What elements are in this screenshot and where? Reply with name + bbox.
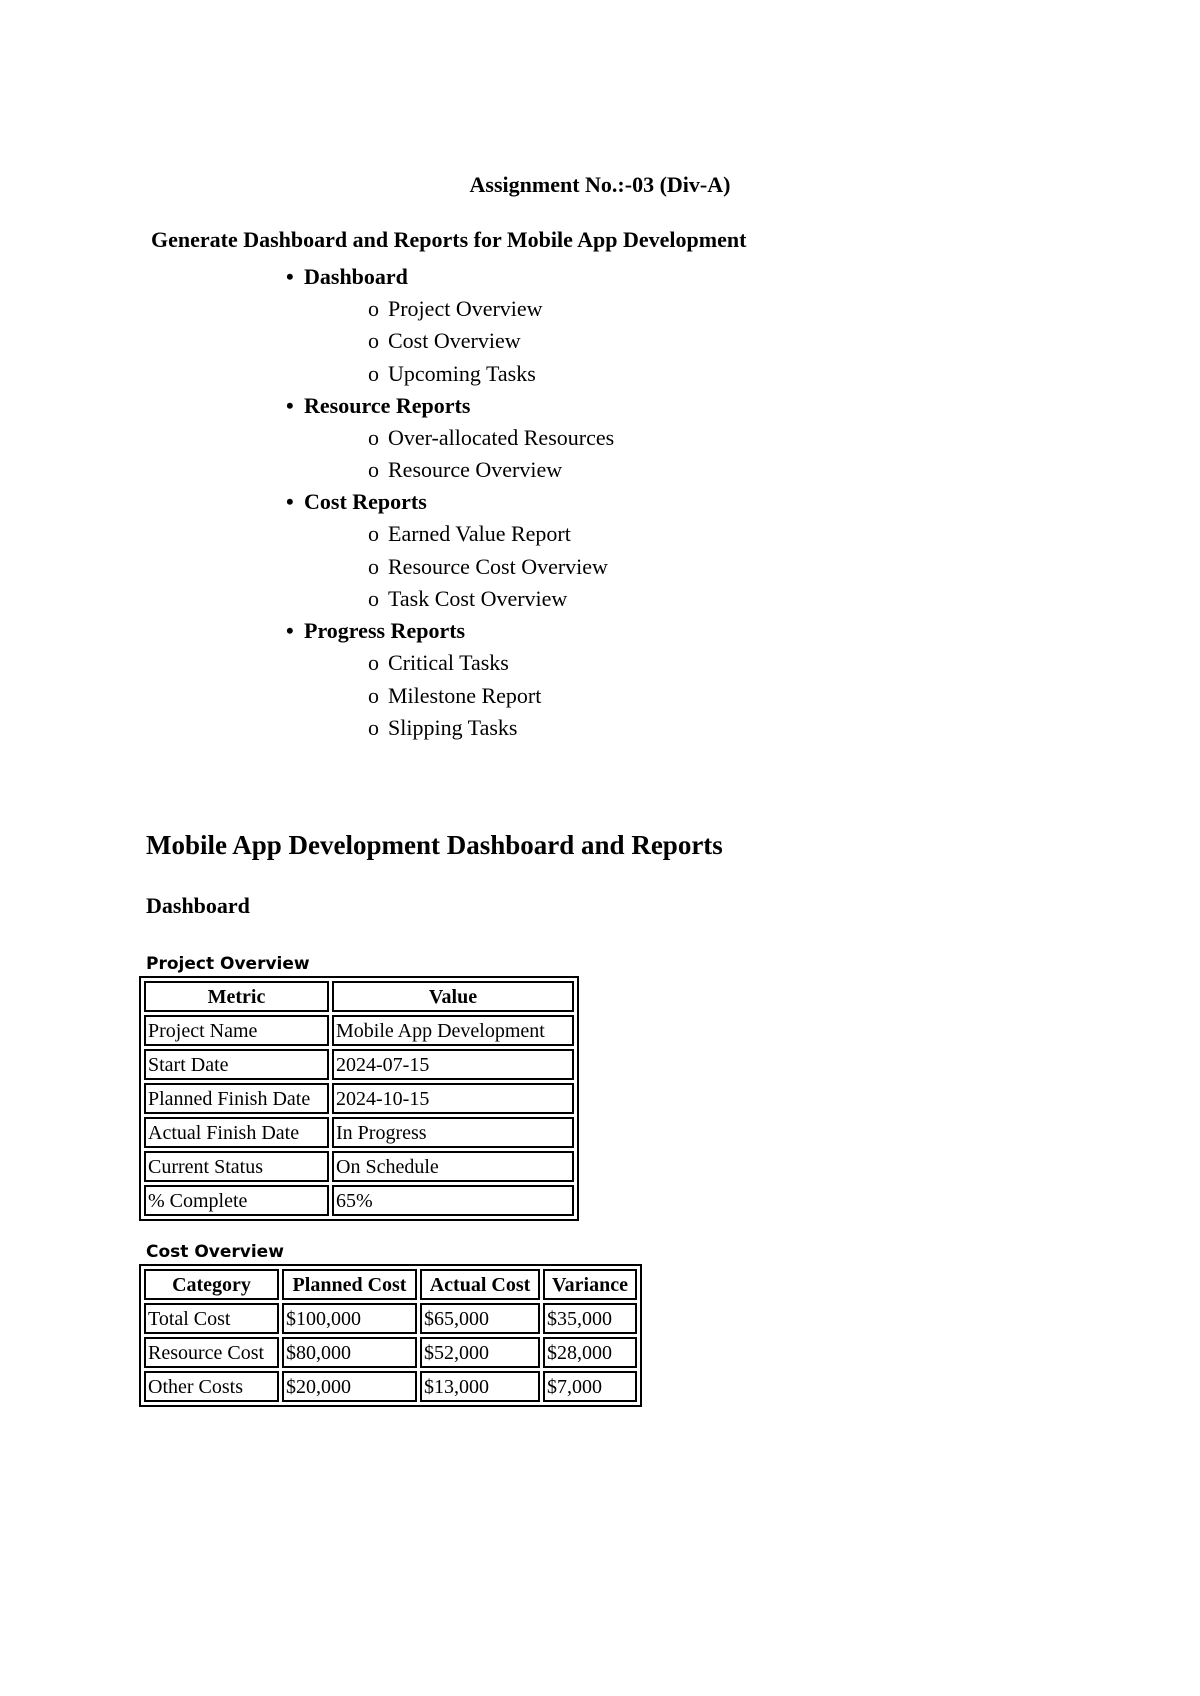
outline-heading-label: Resource Reports <box>304 392 471 418</box>
table-row <box>144 1083 574 1114</box>
table-cell: Total Cost <box>144 1303 279 1334</box>
outline-heading <box>286 486 614 518</box>
table-row <box>144 1337 637 1368</box>
outline-heading-label: Progress Reports <box>304 618 466 644</box>
outline-subitem <box>286 325 614 357</box>
assignment-title: Assignment No.:-03 (Div-A) <box>469 172 731 197</box>
outline-subitem <box>286 358 614 390</box>
outline-subitem <box>286 518 614 550</box>
table-cell: 65% <box>332 1185 574 1216</box>
outline-subitem <box>286 551 614 583</box>
table-cell: Actual Finish Date <box>144 1117 329 1148</box>
table-row <box>144 1049 574 1080</box>
table-cell: $28,000 <box>543 1337 637 1368</box>
sub-bullet-icon: o <box>368 360 379 386</box>
outline-subitem <box>286 712 614 744</box>
outline-sublist <box>286 422 614 487</box>
outline-subitem-label: Project Overview <box>388 296 543 321</box>
table-cell: 2024-07-15 <box>332 1049 574 1080</box>
table-cell: 2024-10-15 <box>332 1083 574 1114</box>
outline-subitem <box>286 454 614 486</box>
outline-subitem <box>286 583 614 615</box>
column-header: Actual Cost <box>420 1269 540 1300</box>
outline-subitem <box>286 647 614 679</box>
outline-subitem-label: Milestone Report <box>388 682 542 708</box>
outline-subitem-label: Cost Overview <box>388 328 521 354</box>
outline-sublist <box>286 518 614 615</box>
table-row <box>144 1151 574 1182</box>
cost-overview-table <box>139 1264 642 1407</box>
table-cell: Current Status <box>144 1151 329 1182</box>
sub-bullet-icon: o <box>368 521 379 547</box>
table-row <box>144 1185 574 1216</box>
sub-bullet-icon: o <box>368 682 379 708</box>
outline-subitem-label: Resource Cost Overview <box>388 553 608 579</box>
outline-section <box>286 615 614 744</box>
outline-subitem-label: Critical Tasks <box>388 650 509 676</box>
outline-subitem <box>286 422 614 454</box>
outline-subitem-label: Resource Overview <box>388 457 563 483</box>
table-row <box>144 1303 637 1334</box>
outline-subitem <box>286 293 614 325</box>
outline-section <box>286 486 614 615</box>
table-cell: Planned Finish Date <box>144 1083 329 1114</box>
bullet-icon: • <box>286 618 294 644</box>
sub-bullet-icon: o <box>368 650 379 676</box>
outline-heading-label: Cost Reports <box>304 489 427 515</box>
project-overview-caption: Project Overview <box>146 954 310 974</box>
table-cell: $65,000 <box>420 1303 540 1334</box>
outline-subitem-label: Slipping Tasks <box>388 714 518 740</box>
table-header-row <box>144 1269 637 1300</box>
column-header: Value <box>332 981 574 1012</box>
outline-sublist <box>286 647 614 744</box>
table-cell: Other Costs <box>144 1371 279 1402</box>
table-cell: % Complete <box>144 1185 329 1216</box>
bullet-icon: • <box>286 489 294 515</box>
table-cell: $7,000 <box>543 1371 637 1402</box>
outline-subitem-label: Over-allocated Resources <box>388 424 615 450</box>
table-cell: On Schedule <box>332 1151 574 1182</box>
table-cell: $100,000 <box>282 1303 417 1334</box>
outline-heading <box>286 615 614 647</box>
sub-bullet-icon: o <box>368 714 379 740</box>
sub-bullet-icon: o <box>368 457 379 483</box>
outline-subitem <box>286 680 614 712</box>
table-cell: Start Date <box>144 1049 329 1080</box>
sub-bullet-icon: o <box>368 296 379 321</box>
cost-overview-caption: Cost Overview <box>146 1242 284 1262</box>
sub-bullet-icon: o <box>368 553 379 579</box>
dashboard-heading: Dashboard <box>146 893 250 918</box>
table-header-row <box>144 981 574 1012</box>
sub-bullet-icon: o <box>368 328 379 354</box>
outline-heading <box>286 261 614 293</box>
outline-subitem-label: Task Cost Overview <box>388 586 568 612</box>
table-row <box>144 1371 637 1402</box>
project-overview-table <box>139 976 579 1221</box>
column-header: Category <box>144 1269 279 1300</box>
bullet-icon: • <box>286 392 294 418</box>
bullet-icon: • <box>286 264 294 289</box>
table-row <box>144 1015 574 1046</box>
outline-heading-label: Dashboard <box>304 264 408 289</box>
outline-section <box>286 261 614 390</box>
table-cell: $52,000 <box>420 1337 540 1368</box>
outline-section <box>286 390 614 487</box>
table-cell: Mobile App Development <box>332 1015 574 1046</box>
task-title: Generate Dashboard and Reports for Mobile App Development <box>151 227 747 252</box>
sub-bullet-icon: o <box>368 586 379 612</box>
table-cell: $20,000 <box>282 1371 417 1402</box>
table-cell: $13,000 <box>420 1371 540 1402</box>
table-cell: $35,000 <box>543 1303 637 1334</box>
sub-bullet-icon: o <box>368 424 379 450</box>
outline-list <box>286 261 614 744</box>
table-row <box>144 1117 574 1148</box>
outline-heading <box>286 390 614 422</box>
table-cell: $80,000 <box>282 1337 417 1368</box>
column-header: Variance <box>543 1269 637 1300</box>
table-cell: Project Name <box>144 1015 329 1046</box>
outline-sublist <box>286 293 614 390</box>
outline-subitem-label: Upcoming Tasks <box>388 360 536 386</box>
outline-subitem-label: Earned Value Report <box>388 521 571 547</box>
report-title: Mobile App Development Dashboard and Reports <box>146 830 723 860</box>
column-header: Metric <box>144 981 329 1012</box>
column-header: Planned Cost <box>282 1269 417 1300</box>
table-cell: Resource Cost <box>144 1337 279 1368</box>
table-cell: In Progress <box>332 1117 574 1148</box>
